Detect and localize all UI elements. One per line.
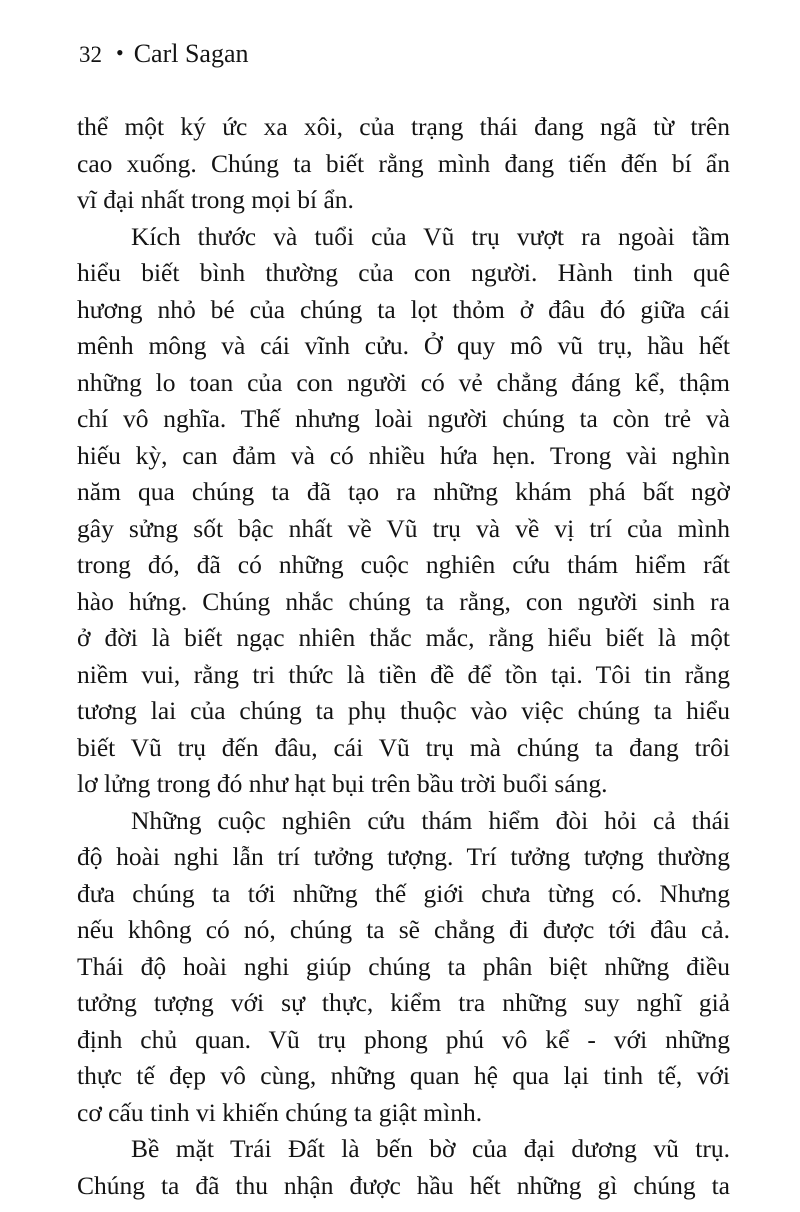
text-line: nếu không có nó, chúng ta sẽ chẳng đi được tới đâu cả. (77, 915, 730, 944)
text-line: ở đời là biết ngạc nhiên thắc mắc, rằng hiểu biết là một (77, 623, 730, 652)
text-line: định chủ quan. Vũ trụ phong phú vô kể - với những (77, 1024, 730, 1054)
page-number: 32 (79, 42, 102, 67)
text-line: đưa chúng ta tới những thế giới chưa từng có. Nhưng (77, 878, 730, 908)
running-header (79, 38, 249, 70)
text-line: mênh mông và cái vĩnh cửu. Ở quy mô vũ trụ, hầu hết (77, 331, 730, 360)
text-line: năm qua chúng ta đã tạo ra những khám phá bất ngờ (77, 477, 730, 506)
header-bullet: • (116, 40, 124, 65)
text-line: hiếu kỳ, can đảm và có nhiều hứa hẹn. Trong vài nghìn (77, 440, 730, 470)
text-line: hiểu biết bình thường của con người. Hành tinh quê (77, 258, 730, 287)
text-line: tương lai của chúng ta phụ thuộc vào việc chúng ta hiểu (77, 696, 730, 725)
text-line: Thái độ hoài nghi giúp chúng ta phân biệt những điều (77, 951, 730, 981)
text-line: thực tế đẹp vô cùng, những quan hệ qua lại tinh tế, với (77, 1061, 730, 1090)
running-title: Carl Sagan (133, 39, 249, 68)
text-line: độ hoài nghi lẫn trí tưởng tượng. Trí tưởng tượng thường (77, 842, 730, 871)
body-text (77, 109, 730, 1204)
text-line: lơ lửng trong đó như hạt bụi trên bầu trời buổi sáng. (77, 769, 608, 798)
text-line: hương nhỏ bé của chúng ta lọt thỏm ở đâu đó giữa cái (77, 294, 730, 324)
text-line: cao xuống. Chúng ta biết rằng mình đang tiến đến bí ẩn (77, 148, 730, 178)
paragraph-first-line: Bề mặt Trái Đất là bến bờ của đại dương vũ trụ. (131, 1134, 730, 1163)
text-line: những lo toan của con người có vẻ chẳng đáng kể, thậm (77, 367, 730, 397)
text-line: niềm vui, rằng tri thức là tiền đề để tồn tại. Tôi tin rằng (77, 659, 730, 689)
text-line: tưởng tượng với sự thực, kiểm tra những suy nghĩ giả (77, 988, 730, 1017)
text-line: vĩ đại nhất trong mọi bí ẩn. (77, 185, 354, 214)
text-line: biết Vũ trụ đến đâu, cái Vũ trụ mà chúng ta đang trôi (77, 732, 730, 762)
text-line: thể một ký ức xa xôi, của trạng thái đang ngã từ trên (77, 112, 730, 141)
paragraph-first-line: Những cuộc nghiên cứu thám hiểm đòi hỏi cả thái (131, 805, 730, 835)
text-line: cơ cấu tinh vi khiến chúng ta giật mình. (77, 1097, 483, 1127)
text-line: chí vô nghĩa. Thế nhưng loài người chúng ta còn trẻ và (77, 404, 730, 433)
text-line: Chúng ta đã thu nhận được hầu hết những gì chúng ta (77, 1170, 730, 1200)
text-line: hào hứng. Chúng nhắc chúng ta rằng, con người sinh ra (77, 586, 730, 616)
paragraph-first-line: Kích thước và tuổi của Vũ trụ vượt ra ngoài tầm (131, 221, 730, 251)
text-line: gây sửng sốt bậc nhất về Vũ trụ và về vị trí của mình (77, 513, 730, 543)
text-line: trong đó, đã có những cuộc nghiên cứu thám hiểm rất (77, 550, 730, 579)
